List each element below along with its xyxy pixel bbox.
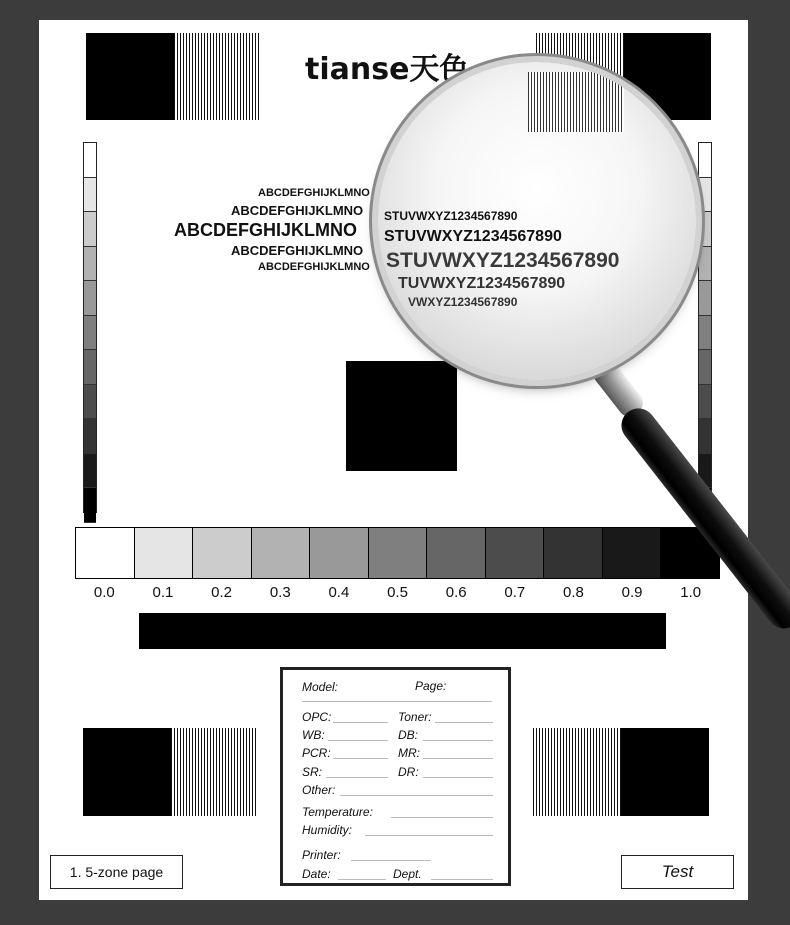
printer-line <box>351 860 431 861</box>
test-label-box: Test <box>621 855 734 889</box>
dr-line <box>423 777 493 778</box>
gray-step-cell <box>84 247 96 282</box>
alphabet-line-3: ABCDEFGHIJKLMNO <box>174 220 357 240</box>
magnified-line-1: STUVWXYZ1234567890 <box>384 209 518 223</box>
temperature-line <box>391 817 493 818</box>
magnified-stripe-block <box>528 72 624 132</box>
sr-line <box>326 777 388 778</box>
other-field-label: Other: <box>302 783 336 797</box>
gray-step-cell <box>699 212 711 247</box>
grayscale-step-wedge <box>75 527 720 579</box>
gray-step-cell <box>84 454 96 489</box>
gray-step-cell <box>699 178 711 213</box>
magnified-line-5: VWXYZ1234567890 <box>408 295 518 309</box>
gray-label: 0.2 <box>211 584 233 601</box>
gray-label: 0.1 <box>152 584 174 601</box>
right-gray-step-bar <box>698 142 712 513</box>
alphabet-line-4: ABCDEFGHIJKLMNO <box>231 243 364 258</box>
gray-step-cell <box>84 178 96 213</box>
date-field-label: Date: <box>302 867 331 881</box>
alphabet-line-2: ABCDEFGHIJKLMNO <box>231 203 364 218</box>
dept-field-label: Dept. <box>393 867 422 881</box>
gray-step-cell <box>310 528 369 578</box>
dr-field-label: DR: <box>398 765 419 779</box>
db-field-label: DB: <box>398 728 419 742</box>
magnified-line-2: STUVWXYZ1234567890 <box>384 228 562 245</box>
gray-step-cell <box>699 316 711 351</box>
gray-step-cell <box>699 143 711 178</box>
gray-step-cell <box>84 488 96 523</box>
alphabet-line-1: ABCDEFGHIJKLMNO <box>258 187 370 199</box>
grayscale-labels <box>75 584 720 601</box>
opc-field-label: OPC: <box>302 710 332 724</box>
left-gray-step-bar <box>83 142 97 513</box>
gray-step-cell <box>544 528 603 578</box>
model-field-label: Model: <box>302 680 339 694</box>
db-line <box>423 740 493 741</box>
alphabet-line-5: ABCDEFGHIJKLMNO <box>258 261 370 273</box>
gray-label: 0.7 <box>504 584 526 601</box>
magnified-line-3: STUVWXYZ1234567890 <box>386 249 620 272</box>
gray-step-cell <box>699 385 711 420</box>
gray-step-cell <box>369 528 428 578</box>
gray-step-cell <box>84 350 96 385</box>
gray-step-cell <box>84 385 96 420</box>
model-line <box>302 701 492 702</box>
gray-label: 0.4 <box>328 584 350 601</box>
page-field-label: Page: <box>415 679 447 693</box>
gray-label: 0.8 <box>563 584 584 601</box>
gray-step-cell <box>76 528 135 578</box>
other-line <box>340 795 493 796</box>
gray-step-cell <box>84 419 96 454</box>
gray-step-cell <box>135 528 194 578</box>
gray-step-cell <box>486 528 545 578</box>
solid-horizontal-bar <box>139 613 666 649</box>
gray-step-cell <box>603 528 662 578</box>
toner-field-label: Toner: <box>398 710 432 724</box>
gray-step-cell <box>427 528 486 578</box>
gray-label: 0.3 <box>269 584 291 601</box>
printer-field-label: Printer: <box>302 848 341 862</box>
pcr-line <box>333 758 388 759</box>
mr-field-label: MR: <box>398 746 420 760</box>
gray-step-cell <box>193 528 252 578</box>
date-line <box>338 879 386 880</box>
top-left-solid-block <box>86 33 174 120</box>
magnifying-glass-icon <box>378 62 696 380</box>
gray-label: 1.0 <box>680 584 702 601</box>
brand-logo: tianse天色 <box>305 52 470 87</box>
gray-label: 0.6 <box>445 584 467 601</box>
gray-step-cell <box>699 247 711 282</box>
gray-step-cell <box>699 281 711 316</box>
gray-step-cell <box>84 281 96 316</box>
zone-label-box: 1. 5-zone page <box>50 855 183 889</box>
gray-label: 0.5 <box>387 584 408 601</box>
bottom-left-solid-block <box>83 728 171 816</box>
bottom-right-solid-block <box>621 728 709 816</box>
bottom-left-stripe-block <box>171 728 258 816</box>
gray-step-cell <box>252 528 311 578</box>
toner-line <box>435 722 493 723</box>
humidity-field-label: Humidity: <box>302 823 353 837</box>
gray-step-cell <box>84 143 96 178</box>
wb-line <box>328 740 388 741</box>
temperature-field-label: Temperature: <box>302 805 373 819</box>
gray-step-cell <box>84 212 96 247</box>
test-record-card <box>280 667 511 886</box>
gray-step-cell <box>699 419 711 454</box>
magnifier-lens-content <box>378 62 696 380</box>
wb-field-label: WB: <box>302 728 325 742</box>
pcr-field-label: PCR: <box>302 746 331 760</box>
opc-line <box>333 722 388 723</box>
magnified-line-4: TUVWXYZ1234567890 <box>398 275 566 292</box>
top-left-stripe-block <box>174 33 260 120</box>
gray-step-cell <box>699 350 711 385</box>
sr-field-label: SR: <box>302 765 323 779</box>
mr-line <box>423 758 493 759</box>
humidity-line <box>365 835 493 836</box>
bottom-right-stripe-block <box>533 728 621 816</box>
gray-label: 0.9 <box>621 584 643 601</box>
gray-label: 0.0 <box>93 584 115 601</box>
gray-step-cell <box>84 316 96 351</box>
dept-line <box>431 879 493 880</box>
